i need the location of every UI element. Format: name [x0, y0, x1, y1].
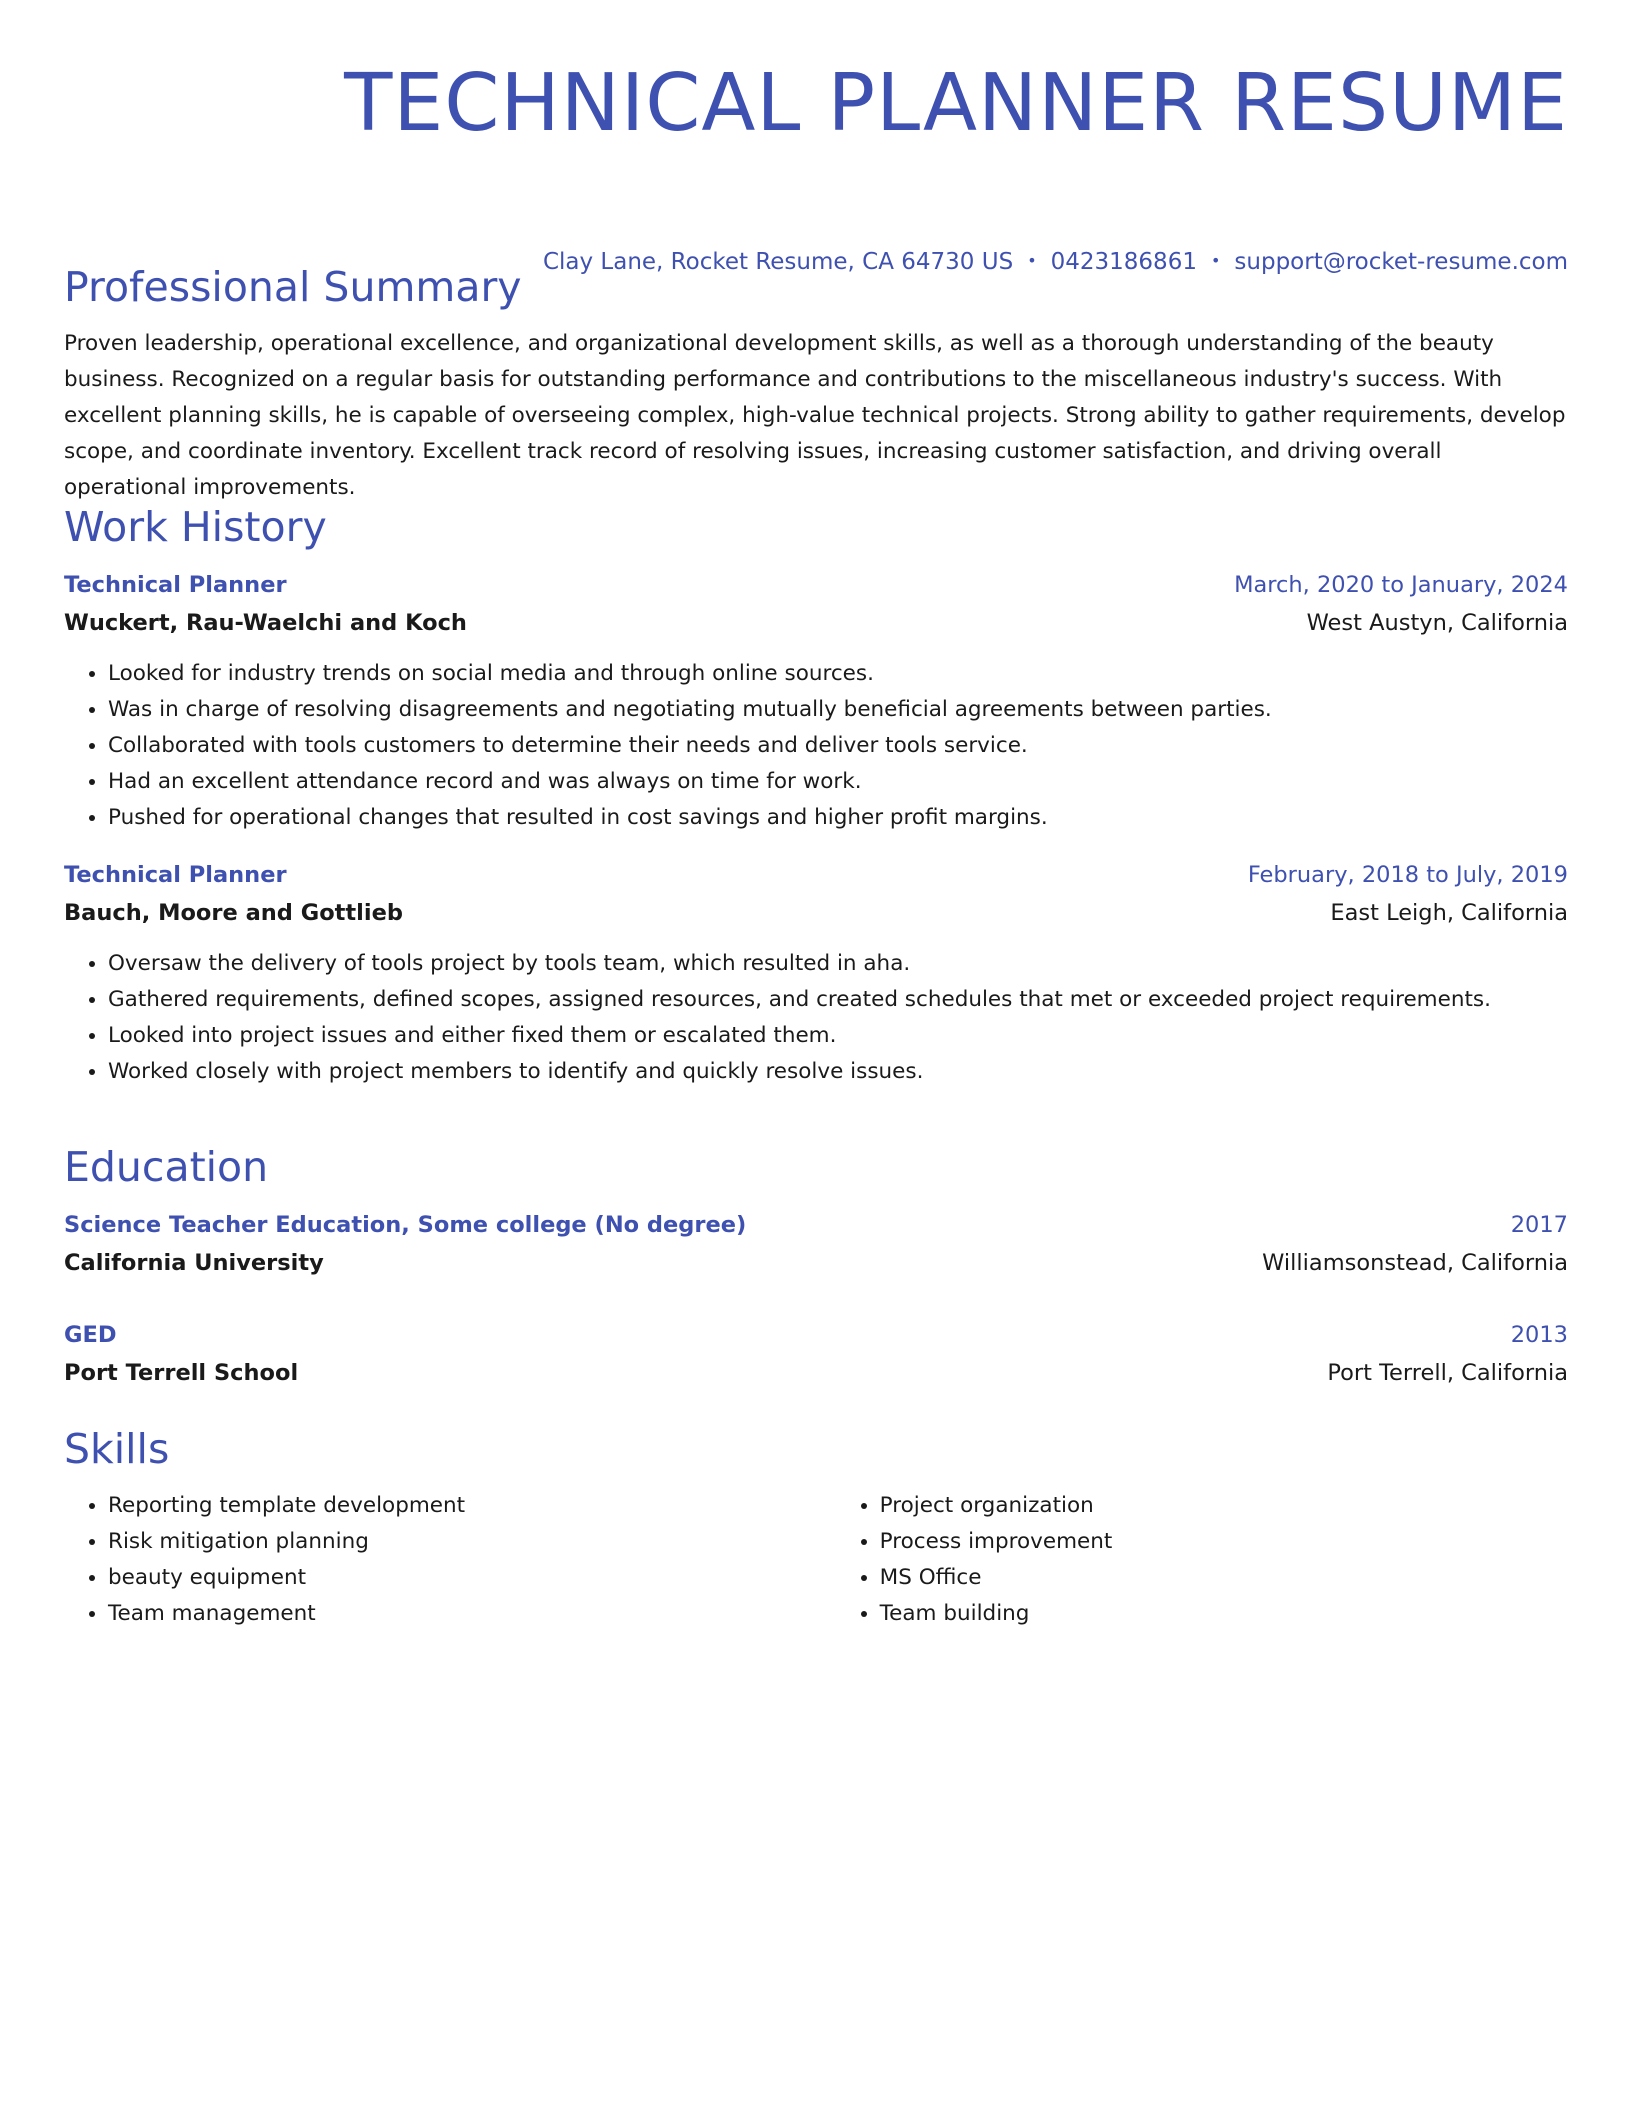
job-header-row	[64, 566, 1568, 604]
job-company: Wuckert, Rau-Waelchi and Koch	[64, 610, 467, 636]
list-item: • Reporting template development	[108, 1488, 836, 1524]
job-title: Technical Planner	[64, 862, 287, 888]
education-location: Williamsonstead, California	[1262, 1250, 1568, 1276]
job-entry	[64, 856, 1568, 1090]
skills-list-left	[64, 1488, 836, 1632]
list-item: • Pushed for operational changes that resulted in cost savings and higher profit margins.	[108, 800, 1568, 836]
job-company-row	[64, 604, 1568, 642]
list-item: • Looked for industry trends on social media and through online sources.	[108, 656, 1568, 692]
contact-separator: •	[1210, 251, 1221, 270]
job-location: East Leigh, California	[1330, 900, 1568, 926]
list-item: • Had an excellent attendance record and was always on time for work.	[108, 764, 1568, 800]
list-item: • MS Office	[880, 1560, 1568, 1596]
job-header-row	[64, 856, 1568, 894]
list-item: • Process improvement	[880, 1524, 1568, 1560]
education-entry	[64, 1206, 1568, 1282]
job-bullets	[64, 946, 1568, 1090]
section-heading-work: Work History	[64, 503, 327, 551]
list-item: • Team management	[108, 1596, 836, 1632]
section-heading-skills: Skills	[64, 1425, 170, 1473]
education-year: 2017	[1510, 1212, 1568, 1238]
job-dates: February, 2018 to July, 2019	[1247, 862, 1568, 888]
job-entry	[64, 566, 1568, 836]
job-dates: March, 2020 to January, 2024	[1234, 572, 1568, 598]
education-location: Port Terrell, California	[1327, 1360, 1568, 1386]
list-item: • Worked closely with project members to identify and quickly resolve issues.	[108, 1054, 1568, 1090]
education-section	[64, 1142, 1568, 1392]
job-bullets	[64, 656, 1568, 836]
contact-address: Clay Lane, Rocket Resume, CA 64730 US	[542, 249, 1014, 275]
skills-list-right	[836, 1488, 1568, 1632]
list-item: • beauty equipment	[108, 1560, 836, 1596]
job-company: Bauch, Moore and Gottlieb	[64, 900, 403, 926]
resume-title: TECHNICAL PLANNER RESUME	[344, 57, 1568, 149]
job-company-row	[64, 894, 1568, 932]
contact-phone: 0423186861	[1050, 249, 1197, 275]
education-school-row	[64, 1354, 1568, 1392]
list-item: • Gathered requirements, defined scopes, assigned resources, and created schedules that met or exceeded project requirements.	[108, 982, 1568, 1018]
education-title: GED	[64, 1322, 117, 1348]
list-item: • Team building	[880, 1596, 1568, 1632]
summary-text: Proven leadership, operational excellence, and organizational development skills, as well as a thorough understanding of the beauty business. Recognized on a regular basis for outstanding performance and contributions to the miscellaneous industry's success. With excellent planning skills, he is capable of overseeing complex, high-value technical projects. Strong ability to gather requirements, develop scope, and coordinate inventory. Excellent track record of resolving issues, increasing customer satisfaction, and driving overall operational improvements.	[64, 331, 1566, 500]
section-heading-summary: Professional Summary	[64, 263, 522, 311]
education-entry	[64, 1316, 1568, 1392]
job-location: West Austyn, California	[1306, 610, 1568, 636]
education-school-row	[64, 1244, 1568, 1282]
education-school: Port Terrell School	[64, 1360, 299, 1386]
work-section	[64, 502, 1568, 1090]
summary-section	[64, 262, 1568, 506]
list-item: • Looked into project issues and either fixed them or escalated them.	[108, 1018, 1568, 1054]
education-year: 2013	[1510, 1322, 1568, 1348]
education-header-row	[64, 1206, 1568, 1244]
list-item: • Collaborated with tools customers to determine their needs and deliver tools service.	[108, 728, 1568, 764]
contact-email[interactable]: support@rocket-resume.com	[1234, 249, 1568, 275]
skills-columns	[64, 1488, 1568, 1632]
list-item: • Oversaw the delivery of tools project by tools team, which resulted in aha.	[108, 946, 1568, 982]
education-title: Science Teacher Education, Some college (No degree)	[64, 1212, 747, 1238]
list-item: • Was in charge of resolving disagreements and negotiating mutually beneficial agreements between parties.	[108, 692, 1568, 728]
section-heading-education: Education	[64, 1143, 269, 1191]
list-item: • Risk mitigation planning	[108, 1524, 836, 1560]
education-header-row	[64, 1316, 1568, 1354]
contact-separator: •	[1027, 251, 1037, 270]
skills-section	[64, 1424, 1568, 1632]
job-title: Technical Planner	[64, 572, 287, 598]
education-school: California University	[64, 1250, 324, 1276]
list-item: • Project organization	[880, 1488, 1568, 1524]
